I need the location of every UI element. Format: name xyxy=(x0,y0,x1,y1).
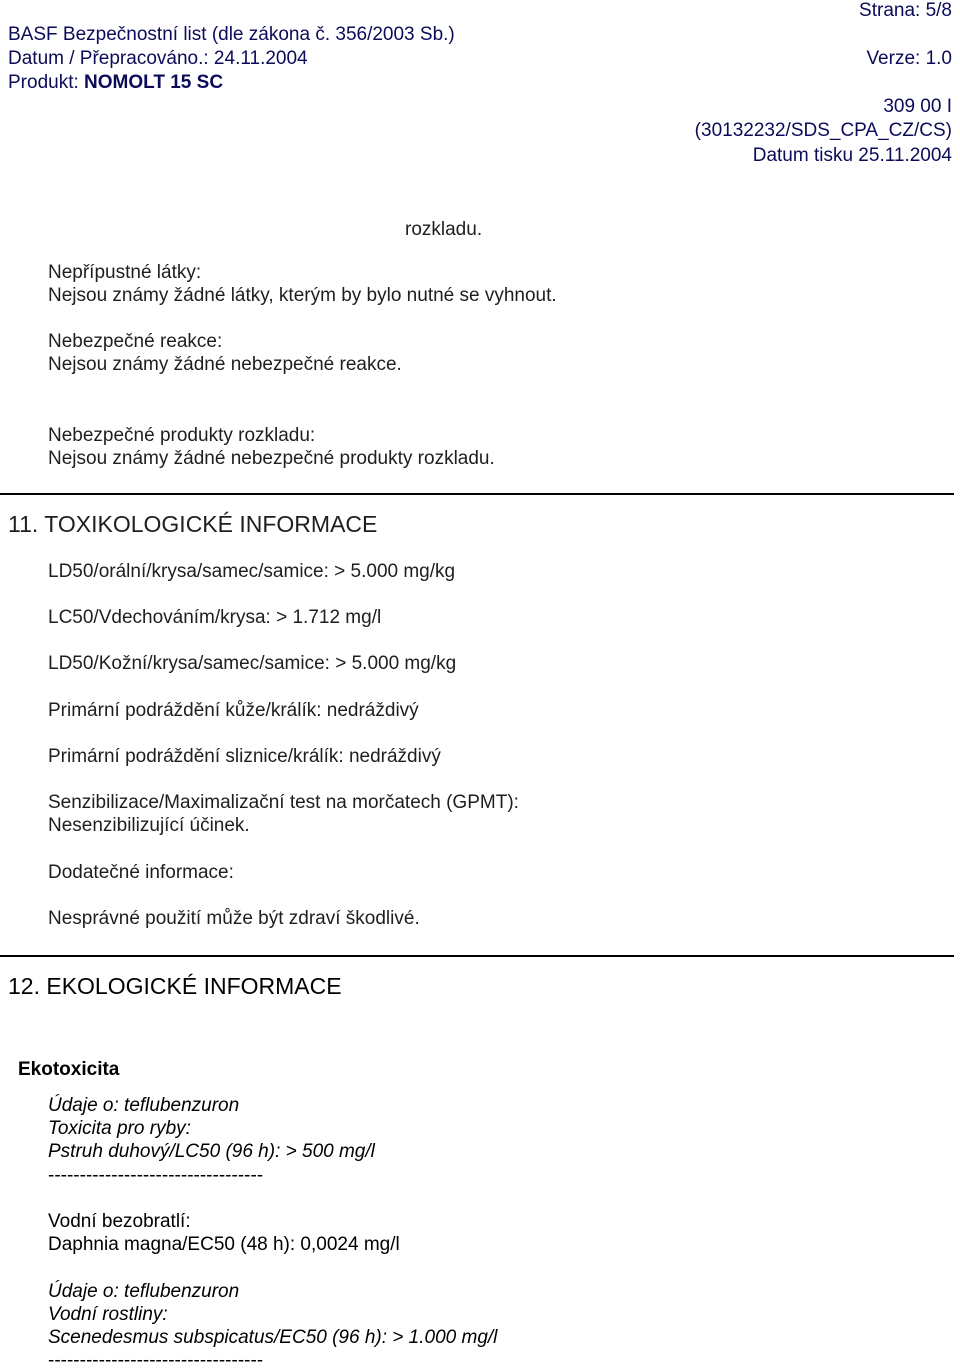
block3-label: Vodní rostliny: xyxy=(48,1304,168,1325)
version: Verze: 1.0 xyxy=(866,48,952,69)
block3-source: Údaje o: teflubenzuron xyxy=(48,1281,240,1302)
decomposition-title: Nebezpečné produkty rozkladu: xyxy=(48,425,316,446)
block1-label: Toxicita pro ryby: xyxy=(48,1118,191,1139)
reactions-text: Nejsou známy žádné nebezpečné reakce. xyxy=(48,354,402,375)
product-line xyxy=(8,72,223,94)
ecotoxicity-title: Ekotoxicita xyxy=(18,1059,120,1080)
lc50-inhalation: LC50/Vdechováním/krysa: > 1.712 mg/l xyxy=(48,607,382,628)
mucosa-irritation: Primární podráždění sliznice/králík: nedráždivý xyxy=(48,746,441,767)
block1-source: Údaje o: teflubenzuron xyxy=(48,1095,240,1116)
section-12-title: 12. EKOLOGICKÉ INFORMACE xyxy=(8,973,342,999)
document-title: BASF Bezpečnostní list (dle zákona č. 356/2003 Sb.) xyxy=(8,24,455,45)
separator-line: ---------------------------------- xyxy=(48,1165,264,1186)
sds-reference: (30132232/SDS_CPA_CZ/CS) xyxy=(694,120,952,141)
decomposition-text: Nejsou známy žádné nebezpečné produkty rozkladu. xyxy=(48,448,495,469)
revision-date: Datum / Přepracováno.: 24.11.2004 xyxy=(8,48,308,69)
product-code: 309 00 I xyxy=(883,96,952,117)
sensitization-title: Senzibilizace/Maximalizační test na morčatech (GPMT): xyxy=(48,792,519,813)
page-number: Strana: 5/8 xyxy=(859,0,952,21)
continuation-text: rozkladu. xyxy=(405,219,483,240)
sensitization-text: Nesenzibilizující účinek. xyxy=(48,815,250,836)
ld50-oral: LD50/orální/krysa/samec/samice: > 5.000 mg/kg xyxy=(48,561,456,582)
incompatible-title: Nepřípustné látky: xyxy=(48,262,202,283)
section-11-title: 11. TOXIKOLOGICKÉ INFORMACE xyxy=(8,511,378,537)
block3-value: Scenedesmus subspicatus/EC50 (96 h): > 1.000 mg/l xyxy=(48,1327,498,1348)
product-label: Produkt: xyxy=(8,72,79,93)
block2-value: Daphnia magna/EC50 (48 h): 0,0024 mg/l xyxy=(48,1234,400,1255)
block2-label: Vodní bezobratlí: xyxy=(48,1211,191,1232)
reactions-title: Nebezpečné reakce: xyxy=(48,331,223,352)
block1-value: Pstruh duhový/LC50 (96 h): > 500 mg/l xyxy=(48,1141,375,1162)
additional-info-text: Nesprávné použití může být zdraví škodlivé. xyxy=(48,908,420,929)
section-divider xyxy=(0,955,954,957)
print-date: Datum tisku 25.11.2004 xyxy=(752,145,952,166)
incompatible-text: Nejsou známy žádné látky, kterým by bylo nutné se vyhnout. xyxy=(48,285,557,306)
product-name: NOMOLT 15 SC xyxy=(84,72,224,93)
section-divider xyxy=(0,493,954,495)
separator-line: ---------------------------------- xyxy=(48,1350,264,1371)
skin-irritation: Primární podráždění kůže/králík: nedráždivý xyxy=(48,700,419,721)
ld50-dermal: LD50/Kožní/krysa/samec/samice: > 5.000 mg/kg xyxy=(48,653,457,674)
additional-info-title: Dodatečné informace: xyxy=(48,862,234,883)
